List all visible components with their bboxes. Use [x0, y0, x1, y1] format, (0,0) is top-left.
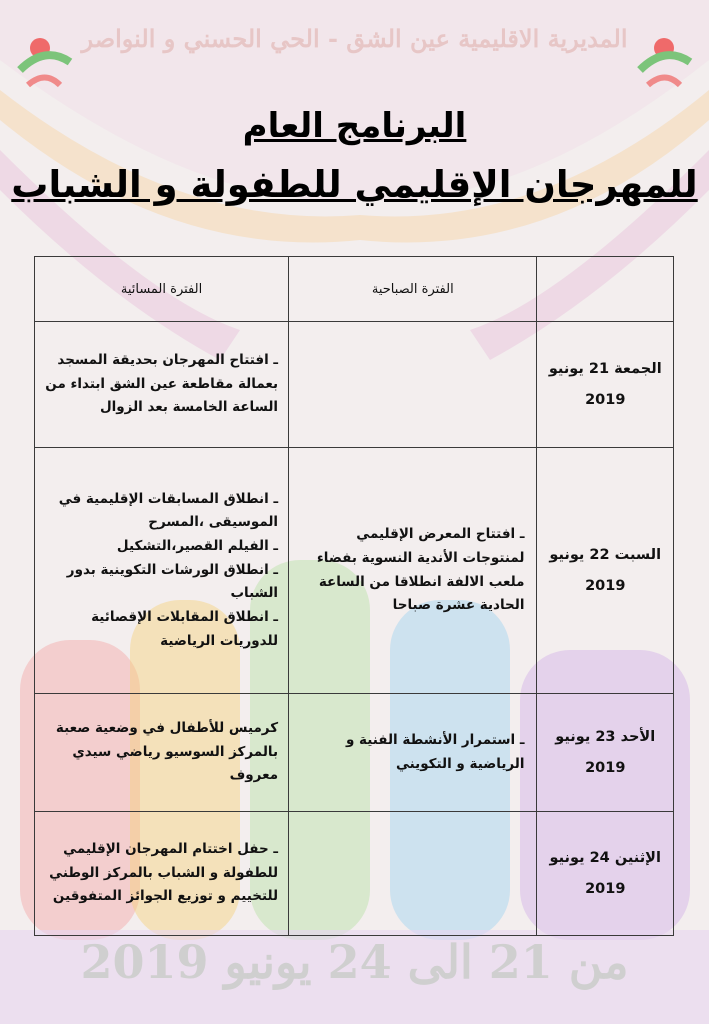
header-day	[537, 257, 674, 322]
table-row	[35, 448, 674, 694]
year-label: 2019	[585, 880, 626, 897]
morning-line: الرياضية و التكويني	[395, 755, 525, 772]
page-title: البرنامج العام	[242, 106, 467, 146]
evening-line: الشباب	[230, 585, 279, 602]
evening-line: الساعة الخامسة بعد الزوال	[99, 399, 279, 416]
evening-line: للتخييم و توزيع الجوائز المتفوقين	[52, 888, 279, 905]
morning-cell	[289, 448, 537, 694]
day-cell	[537, 812, 674, 936]
day-label: الإثنين 24 يونيو	[549, 850, 661, 867]
evening-cell	[35, 812, 289, 936]
evening-line: ـ الفيلم القصير،التشكيل	[116, 538, 279, 555]
morning-line: ملعب الالفة انطلاقا من الساعة	[318, 573, 525, 590]
morning-cell	[289, 694, 537, 812]
evening-cell	[35, 448, 289, 694]
morning-cell	[289, 812, 537, 936]
morning-line: الحادية عشرة صباحا	[392, 597, 525, 614]
morning-line: ـ استمرار الأنشطة الفنية و	[345, 731, 525, 748]
year-label: 2019	[585, 391, 626, 408]
evening-line: كرميس للأطفال في وضعية صعبة	[55, 720, 279, 737]
day-cell	[537, 322, 674, 448]
evening-line: ـ انطلاق المقابلات الإقصائية	[91, 608, 279, 625]
evening-line: للطفولة و الشباب بالمركز الوطني	[49, 864, 279, 881]
table-row	[35, 694, 674, 812]
year-label: 2019	[585, 759, 626, 776]
table-row	[35, 322, 674, 448]
directorate-watermark: المديرية الاقليمية عين الشق - الحي الحسني و النواصر	[81, 24, 628, 53]
evening-line: للدوريات الرياضية	[160, 632, 279, 649]
year-label: 2019	[585, 577, 626, 594]
evening-line: معروف	[229, 767, 279, 784]
evening-line: الموسيقى ،المسرح	[148, 514, 279, 531]
evening-line: بعمالة مقاطعة عين الشق ابتداء من	[45, 375, 279, 392]
morning-cell	[289, 322, 537, 448]
evening-cell	[35, 694, 289, 812]
evening-line: ـ انطلاق الورشات التكوينية بدور	[66, 561, 279, 578]
day-label: الجمعة 21 يونيو	[548, 361, 662, 378]
day-label: السبت 22 يونيو	[549, 547, 662, 564]
program-table	[34, 256, 674, 936]
table-header-row	[35, 257, 674, 322]
morning-line: لمنتوجات الأندية النسوية بفضاء	[316, 549, 525, 566]
day-cell	[537, 694, 674, 812]
header-evening: الفترة المسائية	[35, 257, 289, 322]
page-subtitle: للمهرجان الإقليمي للطفولة و الشباب	[11, 163, 698, 206]
header-morning: الفترة الصباحية	[289, 257, 537, 322]
day-label: الأحد 23 يونيو	[555, 729, 656, 746]
table-row	[35, 812, 674, 936]
evening-line: ـ حفل اختتام المهرجان الإقليمي	[63, 841, 279, 858]
evening-line: ـ افتتاح المهرجان بحديقة المسجد	[57, 352, 279, 369]
day-cell	[537, 448, 674, 694]
morning-line: ـ افتتاح المعرض الإقليمي	[356, 526, 525, 543]
evening-line: بالمركز السوسيو رياضي سيدي	[72, 743, 279, 760]
dates-watermark: من 21 الى 24 يونيو 2019	[80, 935, 629, 989]
evening-cell	[35, 322, 289, 448]
evening-line: ـ انطلاق المسابقات الإقليمية في	[58, 490, 279, 507]
